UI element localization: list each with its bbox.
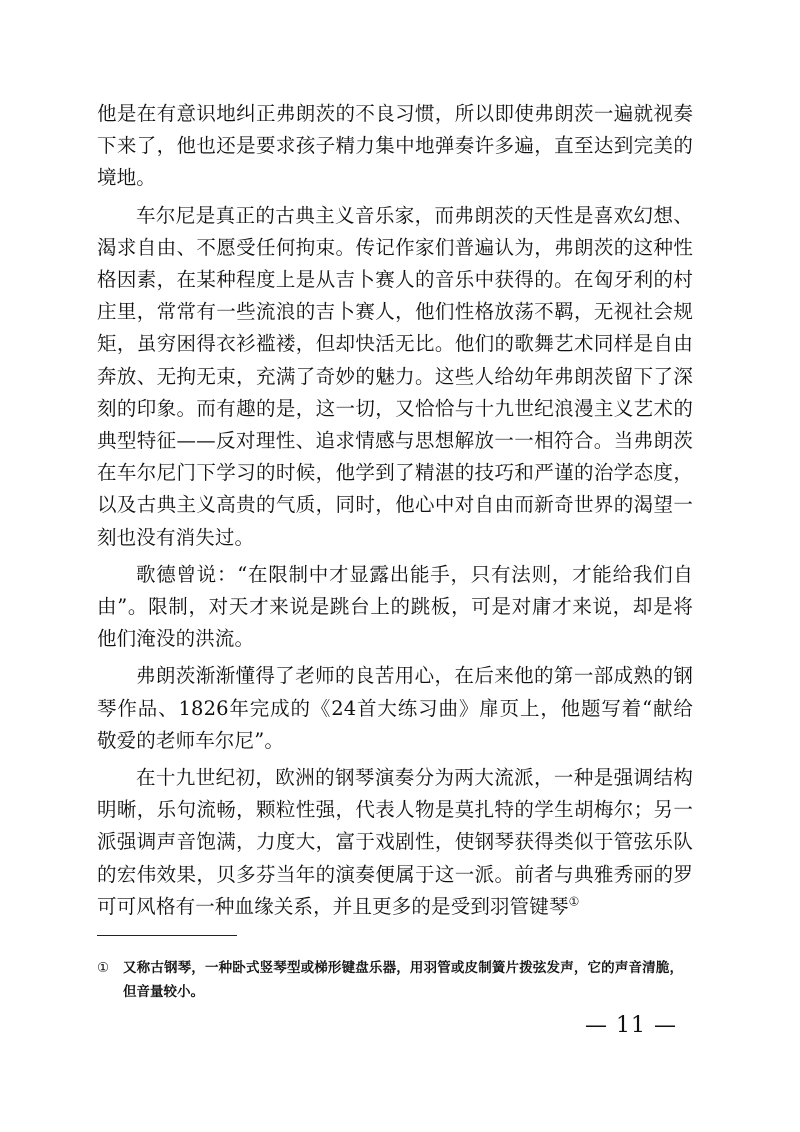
paragraph-1: 他是在有意识地纠正弗朗茨的不良习惯，所以即使弗朗茨一遍就视奏下来了，他也还是要求孩子精力集中地弹奏许多遍，直至达到完美的境地。 — [97, 102, 693, 190]
body-text — [97, 98, 693, 923]
page-number: — 11 — — [585, 1013, 677, 1038]
paragraph-5 — [97, 762, 693, 923]
footnote-marker: ① — [97, 960, 110, 976]
footnote — [97, 956, 683, 1004]
paragraph-5-text: 在十九世纪初，欧洲的钢琴演奏分为两大流派，一种是强调结构明晰，乐句流畅，颗粒性强，代表人物是莫扎特的学生胡梅尔；另一派强调声音饱满，力度大，富于戏剧性，使钢琴获得类似于管弦乐队的宏伟效果，贝多芬当年的演奏便属于这一派。前者与典雅秀丽的罗可可风格有一种血缘关系，并且更多的是受到羽管键琴 — [97, 766, 693, 918]
footnote-divider — [97, 935, 237, 936]
paragraph-2: 车尔尼是真正的古典主义音乐家，而弗朗茨的天性是喜欢幻想、渴求自由、不愿受任何拘束。传记作家们普遍认为，弗朗茨的这种性格因素，在某种程度上是从吉卜赛人的音乐中获得的。在匈牙利的村庄里，常常有一些流浪的吉卜赛人，他们性格放荡不羁，无视社会规矩，虽穷困得衣衫褴褛，但却快活无比。他们的歌舞艺术同样是自由奔放、无拘无束，充满了奇妙的魅力。这些人给幼年弗朗茨留下了深刻的印象。而有趣的是，这一切，又恰恰与十九世纪浪漫主义艺术的典型特征——反对理性、追求情感与思想解放一一相符合。当弗朗茨在车尔尼门下学习的时候，他学到了精湛的技巧和严谨的治学态度，以及古典主义高贵的气质，同时，他心中对自由而新奇世界的渴望一刻也没有消失过。 — [97, 203, 693, 549]
footnote-reference[interactable]: ① — [568, 894, 580, 909]
paragraph-4: 弗朗茨渐渐懂得了老师的良苦用心，在后来他的第一部成熟的钢琴作品、1826年完成的《24首大练习曲》扉页上，他题写着“献给敬爱的老师车尔尼”。 — [97, 664, 693, 752]
paragraph-3: 歌德曾说：“在限制中才显露出能手，只有法则，才能给我们自由”。限制，对天才来说是跳台上的跳板，可是对庸才来说，却是将他们淹没的洪流。 — [97, 562, 693, 651]
footnote-text: 又称古钢琴，一种卧式竖琴型或梯形键盘乐器，用羽管或皮制簧片拨弦发声，它的声音清脆，但音量较小。 — [123, 960, 683, 1000]
